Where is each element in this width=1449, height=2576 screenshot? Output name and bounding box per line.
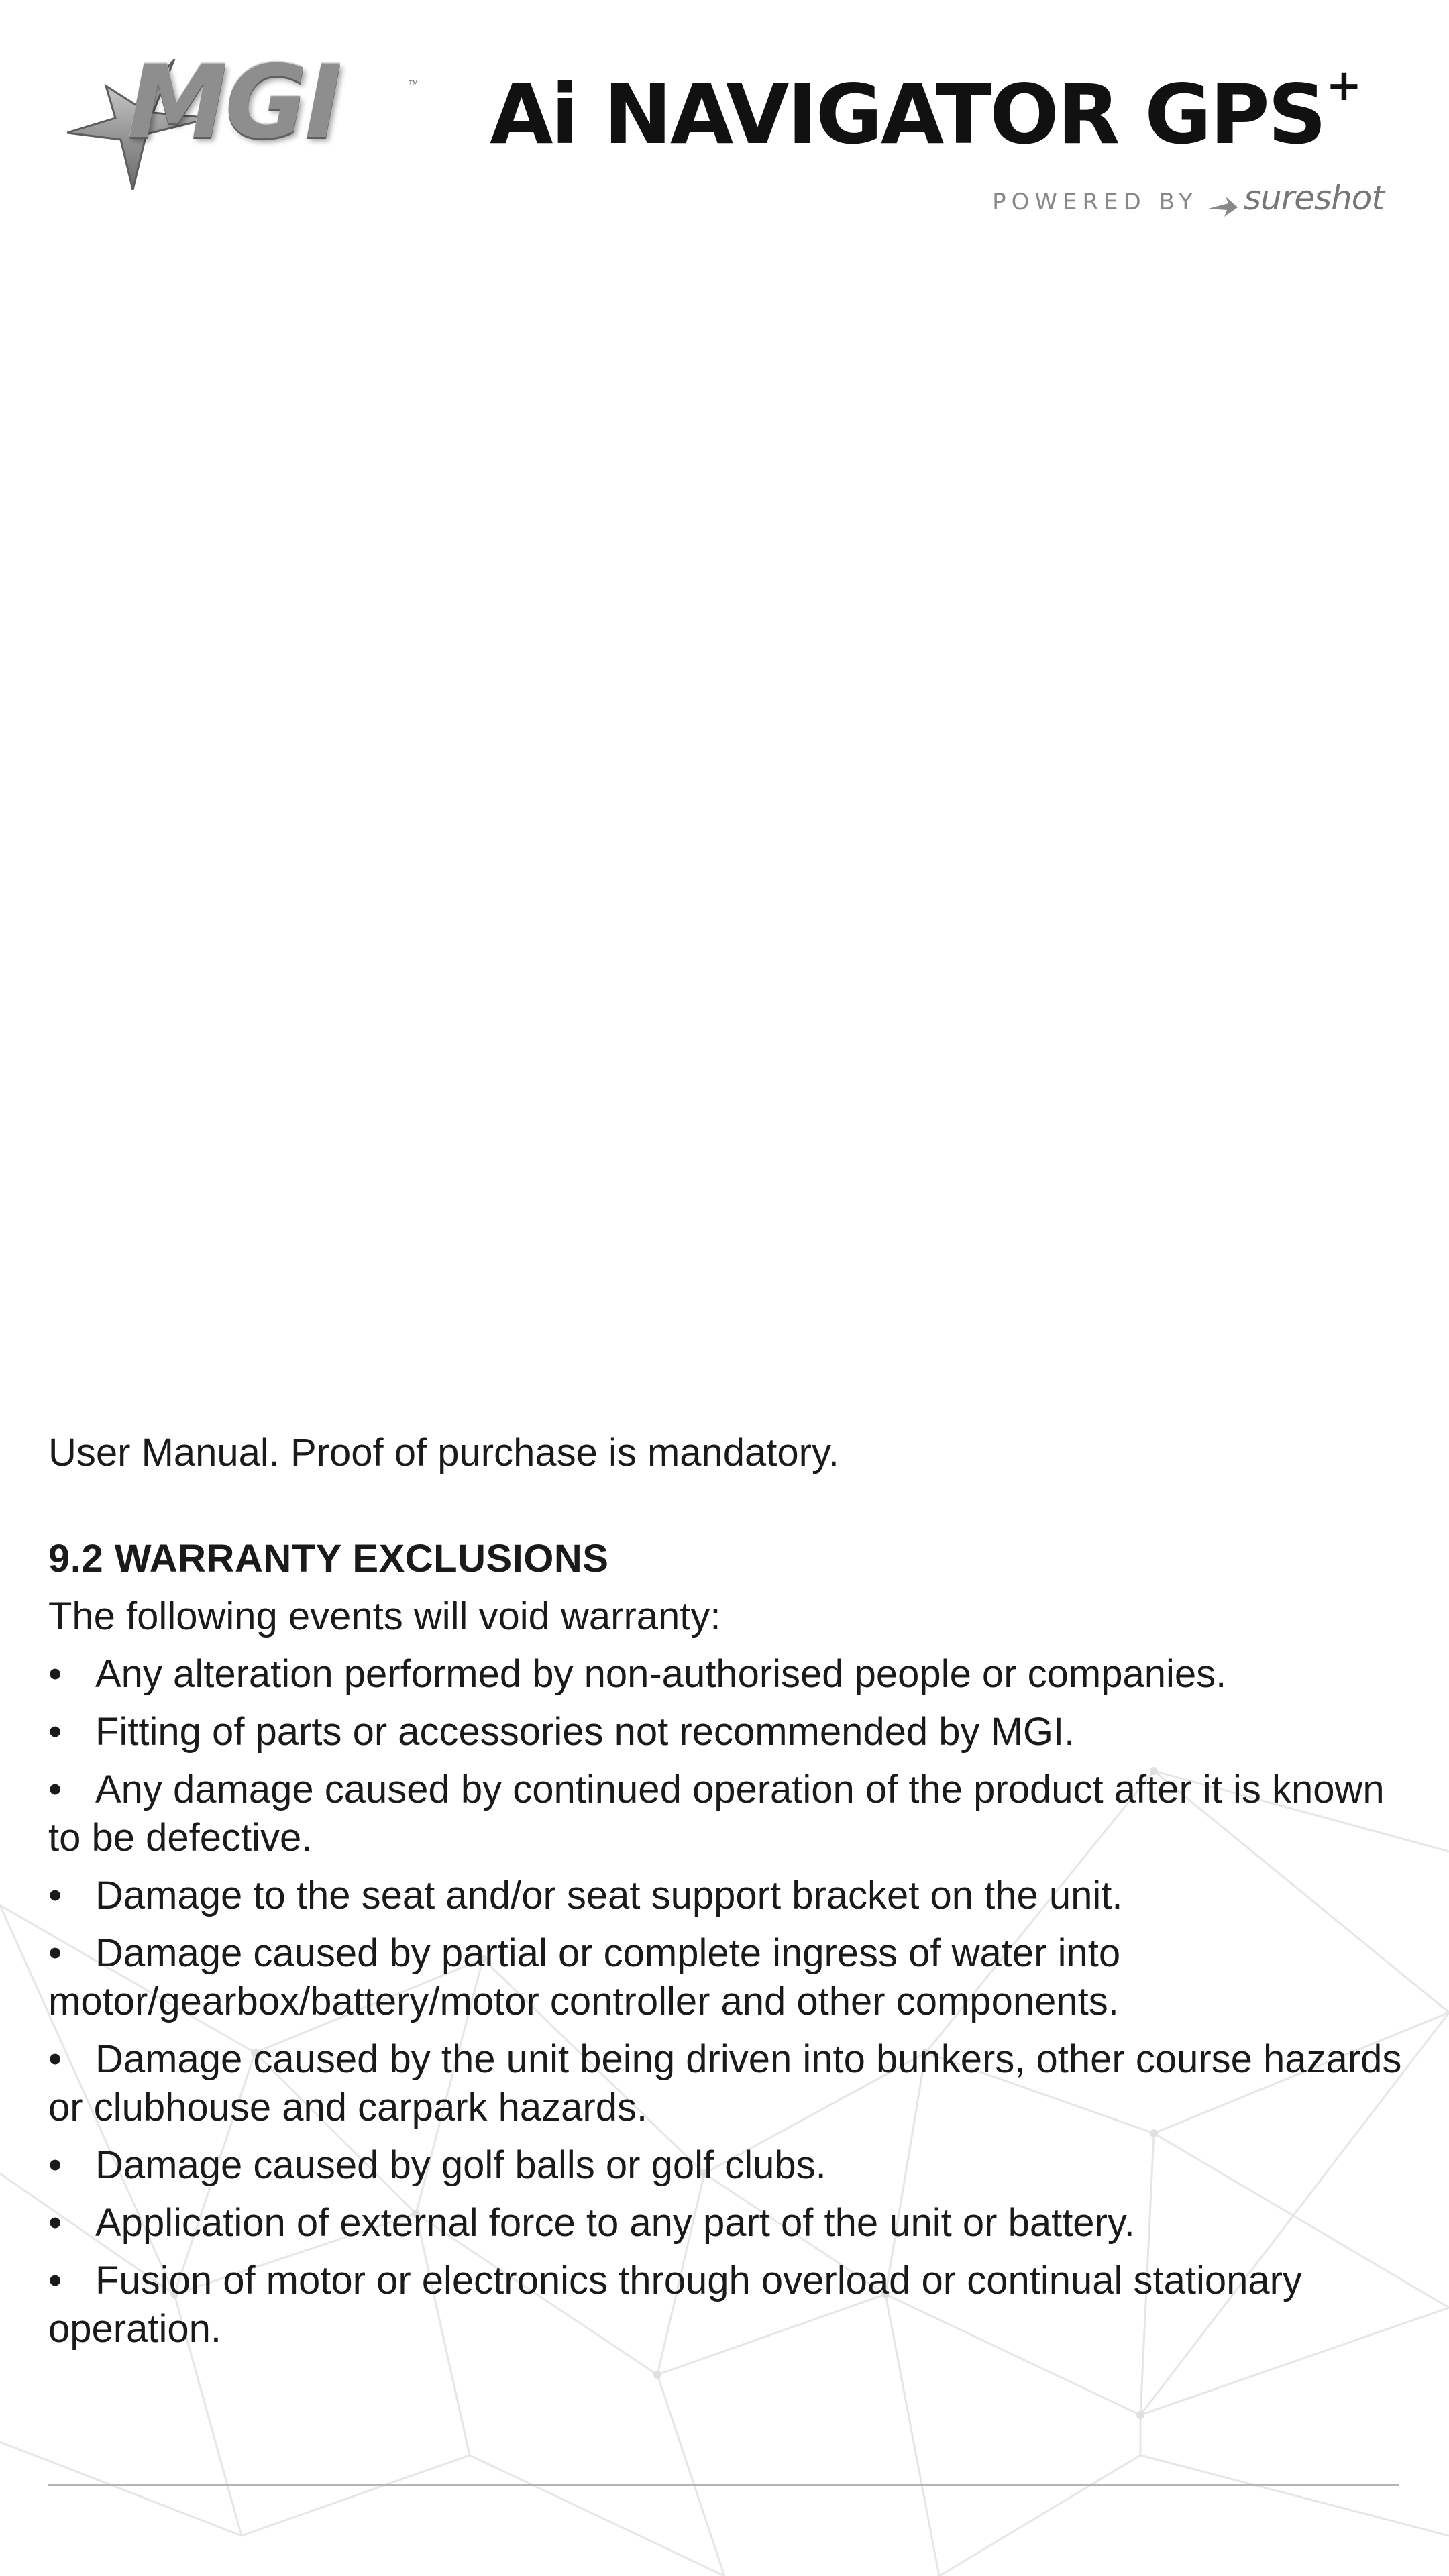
list-item-text: Damage caused by partial or complete ingress of water into motor/gearbox/battery/motor controller and other components. (48, 1931, 1121, 2023)
bullet: • (48, 2037, 62, 2081)
trademark-symbol: ™ (408, 79, 419, 91)
list-item (48, 2141, 1410, 2190)
section-heading: 9.2 WARRANTY EXCLUSIONS (48, 1537, 609, 1580)
list-item-text: Damage caused by the unit being driven into bunkers, other course hazards or clubhouse and carpark hazards. (48, 2037, 1402, 2129)
sureshot-arrow-icon (1208, 197, 1238, 217)
bullet: • (48, 1768, 62, 1811)
bullet: • (48, 1710, 62, 1754)
list-item (48, 1650, 1410, 1699)
list-item-text: Fusion of motor or electronics through overload or continual stationary operation. (48, 2259, 1302, 2351)
section-intro: The following events will void warranty: (48, 1595, 721, 1638)
list-item-text: Damage to the seat and/or seat support bracket on the unit. (95, 1874, 1123, 1917)
exclusions-list (48, 1650, 1410, 2353)
bullet: • (48, 2143, 62, 2187)
powered-by-brand: sureshot (1244, 178, 1384, 217)
bullet: • (48, 2201, 62, 2245)
list-item (48, 1766, 1410, 1862)
mgi-logo-text: MGI (127, 44, 340, 161)
list-item (48, 2199, 1410, 2247)
list-item-text: Application of external force to any part of the unit or battery. (95, 2201, 1135, 2245)
powered-by-line (539, 178, 1384, 217)
intro-text: User Manual. Proof of purchase is mandatory. (48, 1431, 839, 1474)
product-title (490, 61, 1360, 162)
bullet: • (48, 1931, 62, 1975)
list-item (48, 2257, 1410, 2353)
bullet: • (48, 1874, 62, 1917)
product-title-superscript: + (1326, 61, 1360, 111)
list-item-text: Any alteration performed by non-authorised people or companies. (95, 1652, 1227, 1696)
product-title-text: Ai NAVIGATOR GPS (490, 67, 1325, 162)
document-content (48, 1429, 1410, 2363)
list-item (48, 1872, 1410, 1920)
bullet: • (48, 1652, 62, 1696)
powered-by-label: POWERED BY (992, 189, 1198, 215)
list-item-text: Damage caused by golf balls or golf clubs. (95, 2143, 826, 2187)
page-header (0, 0, 1449, 241)
bullet: • (48, 2259, 62, 2302)
list-item (48, 2035, 1410, 2132)
list-item (48, 1708, 1410, 1756)
list-item-text: Fitting of parts or accessories not recommended by MGI. (95, 1710, 1075, 1754)
footer-divider (48, 2484, 1399, 2486)
list-item (48, 1929, 1410, 2026)
list-item-text: Any damage caused by continued operation of the product after it is known to be defective. (48, 1768, 1385, 1860)
